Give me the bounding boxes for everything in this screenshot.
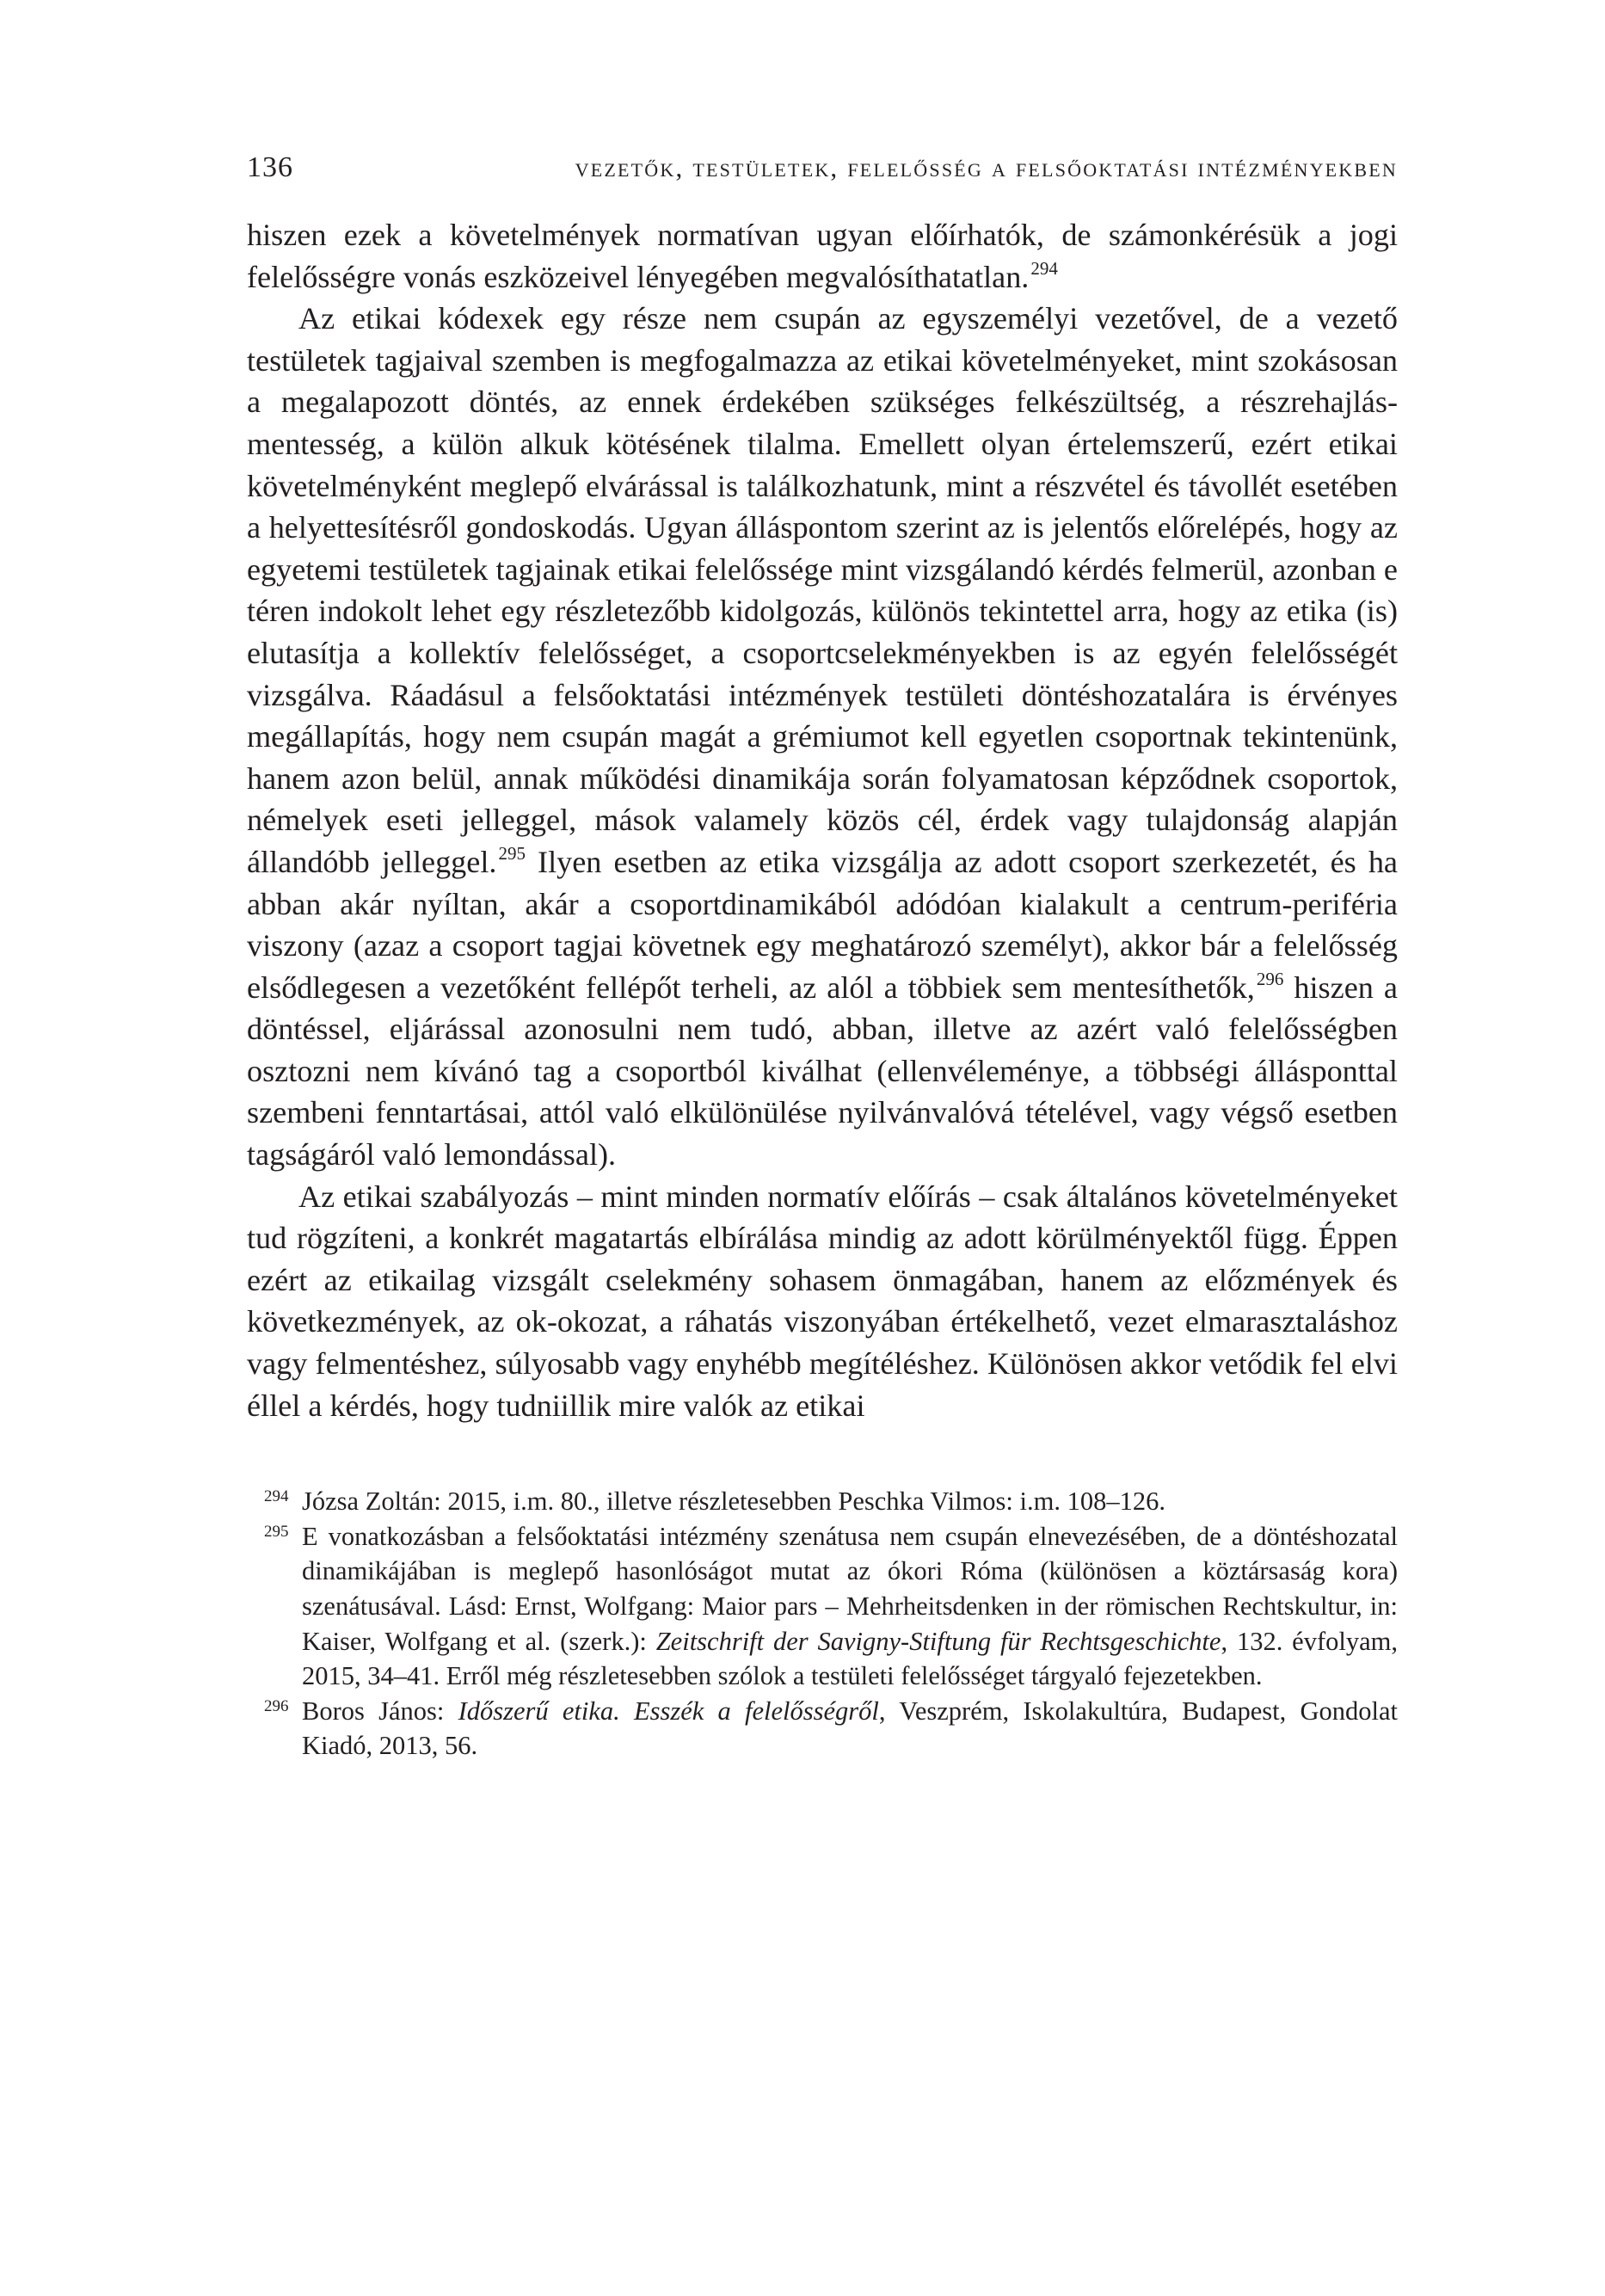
footnote-reference[interactable]: 294 (1030, 257, 1058, 279)
text-run: Az etikai kódexek egy része nem csupán az egyszemélyi vezetővel, de a vezető testületek tagjaival szemben is megfogalmazza az etikai követelményeket, mint szokásosan a megalapozott döntés, az ennek érdekében szükséges felkészültség, a részrehajlás-mentesség, a külön alkuk kötésének tilalma. Emellett olyan értelemszerű, ezért etikai követelményként meglepő elvárással is találkozhatunk, mint a részvétel és távollét esetében a helyettesítésről gondoskodás. Ugyan álláspontom szerint az is jelentős előrelépés, hogy az egyetemi testületek tagjainak etikai felelőssége mint vizsgálandó kérdés felmerül, azonban e téren indokolt lehet egy részletezőbb kidolgozás, különös tekintettel arra, hogy az etika (is) elutasítja a kollektív felelősséget, a csoportcselekményekben is az egyén felelősségét vizsgálva. Ráadásul a felsőoktatási intézmények testületi döntéshozatalára is érvényes megállapítás, hogy nem csupán magát a grémiumot kell egyetlen csoportnak tekintenünk, hanem azon belül, annak működési dinamikája során folyamatosan képződnek csoportok, némelyek eseti jelleggel, mások valamely közös cél, érdek vagy tulajdonság alapján állandóbb jelleggel. (247, 301, 1398, 879)
text-run: hiszen a döntéssel, eljárással azonosulni nem tudó, abban, illetve az azért való felelősségben osztozni nem kívánó tag a csoportból kiválhat (ellenvéleménye, a többségi állásponttal szembeni fenntartásai, attól való elkülönülése nyilvánvalóvá tételével, vagy végső esetben tagságáról való lemondással). (247, 969, 1398, 1173)
footnote-number: 295 (264, 1522, 289, 1541)
text-run: , Veszprém, Iskolakultúra, Budapest, Gondolat Kiadó, 2013, 56. (302, 1696, 1398, 1761)
paragraph (247, 1176, 1398, 1427)
footnotes (247, 1484, 1398, 1764)
footnote-number: 294 (264, 1487, 289, 1506)
text-run: hiszen ezek a követelmények normatívan ugyan előírhatók, de számonkérésük a jogi felelősségre vonás eszközeivel lényegében megvalósíthatatlan. (247, 218, 1398, 294)
text-run: Boros János: (302, 1696, 458, 1726)
text-run: Az etikai szabályozás – mint minden normatív előírás – csak általános követelményeket tud rögzíteni, a konkrét magatartás elbírálása mindig az adott körülményektől függ. Éppen ezért az etikailag vizsgált cselekmény sohasem önmagában, hanem az előzmények és következmények, az ok-okozat, a ráhatás viszonyában értékelhető, vezet elmarasztaláshoz vagy felmentéshez, súlyosabb vagy enyhébb megítéléshez. Különösen akkor vetődik fel elvi éllel a kérdés, hogy tudniillik mire valók az etikai (247, 1179, 1398, 1423)
page-number: 136 (247, 151, 293, 183)
footnote-reference[interactable]: 296 (1256, 968, 1284, 989)
italic-title: Zeitschrift der Savigny-Stiftung für Rechtsgeschichte (655, 1626, 1221, 1656)
footnote (264, 1694, 1398, 1764)
footnote (264, 1519, 1398, 1694)
running-head (247, 151, 1398, 189)
paragraph (247, 214, 1398, 298)
body-text (247, 214, 1398, 1426)
text-run: Ilyen esetben az etika vizsgálja az adott csoport szerkezetét, és ha abban akár nyíltan, akár a csoportdinamikából adódóan kialakult a centrum-periféria viszony (azaz a csoport tagjai követnek egy meghatározó személyt), akkor bár a felelősség elsődlegesen a vezetőként fellépőt terheli, az alól a többiek sem mentesíthetők, (247, 844, 1398, 1005)
book-page (247, 151, 1398, 1764)
text-run: E vonatkozásban a felsőoktatási intézmény szenátusa nem csupán elnevezésében, de a döntéshozatal dinamikájában is meglepő hasonlóságot mutat az ókori Róma (különösen a köztársaság kora) szenátusával. Lásd: Ernst, Wolfgang: Maior pars – Mehrheitsdenken in der römischen Rechtskultur, in: Kaiser, Wolfgang et al. (szerk.): (302, 1521, 1398, 1656)
running-title: vezetők, testületek, felelősség a felsőoktatási intézményekben (575, 152, 1398, 182)
footnote-text (302, 1484, 1398, 1519)
footnote (264, 1484, 1398, 1519)
footnote-text (302, 1519, 1398, 1694)
italic-title: Időszerű etika. Esszék a felelősségről (458, 1696, 879, 1726)
footnote-text (302, 1694, 1398, 1764)
footnote-reference[interactable]: 295 (498, 842, 526, 864)
paragraph (247, 298, 1398, 1175)
footnote-number: 296 (264, 1696, 289, 1715)
text-run: , 132. évfolyam, 2015, 34–41. Erről még részletesebben szólok a testületi felelősséget tárgyaló fejezetekben. (302, 1626, 1398, 1691)
text-run: Józsa Zoltán: 2015, i.m. 80., illetve részletesebben Peschka Vilmos: i.m. 108–126. (302, 1487, 1165, 1517)
